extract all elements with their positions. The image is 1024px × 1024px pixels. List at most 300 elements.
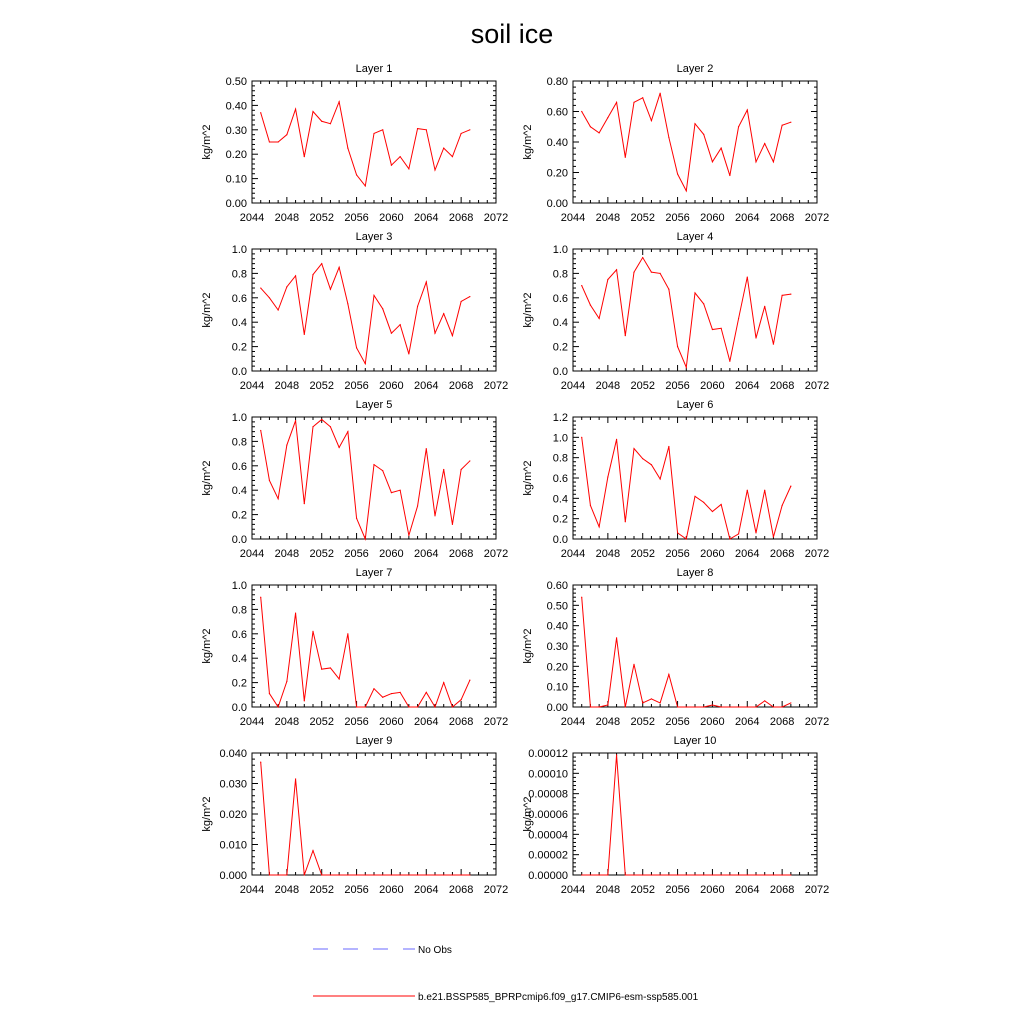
panel-5-data-point <box>391 492 392 493</box>
panel-6-data-point <box>790 486 791 487</box>
panel-1-data-point <box>295 108 296 109</box>
panel-8-ytick-label: 0.00 <box>546 702 568 714</box>
panel-9-data-point <box>417 874 418 875</box>
panel-8-xtick-label: 2072 <box>804 716 830 728</box>
panel-5-xtick-label: 2052 <box>309 548 334 560</box>
panel-3-ylabel: kg/m^2 <box>201 292 213 328</box>
panel-9-ytick-label: 0.040 <box>219 748 247 760</box>
panel-9-xtick-label: 2044 <box>239 884 265 896</box>
panel-7-data-point <box>295 612 296 613</box>
panel-7-xtick-label: 2044 <box>239 716 265 728</box>
panel-2-xtick-label: 2056 <box>665 212 690 224</box>
panel-5-xtick-label: 2072 <box>483 548 509 560</box>
panel-6-data-point <box>764 490 765 491</box>
panel-6-ytick-label: 0.4 <box>552 493 568 506</box>
panel-9-data-point <box>321 874 322 875</box>
panel-10-data-point <box>677 874 678 875</box>
panel-1-xtick-label: 2052 <box>309 212 334 224</box>
panel-8-data-point <box>633 664 634 665</box>
panel-8-xtick-label: 2068 <box>769 716 795 728</box>
panel-3-xtick-label: 2048 <box>274 380 300 392</box>
panel-7-ytick-label: 0.8 <box>231 604 247 617</box>
panel-8-title: Layer 8 <box>676 567 714 579</box>
panel-10-data-point <box>738 874 739 875</box>
panel-3-xtick-label: 2056 <box>344 380 369 392</box>
panel-9-data-point <box>382 874 383 875</box>
panel-6-data-point <box>651 464 652 465</box>
panel-8-data-point <box>625 706 626 707</box>
panel-4-data-point <box>686 367 687 368</box>
panel-4-data-point <box>607 279 608 280</box>
panel-8-data-point <box>790 702 791 703</box>
panel-5-xtick-label: 2044 <box>239 548 265 560</box>
panel-5-data-point <box>260 430 261 431</box>
panel-5-data-point <box>469 460 470 461</box>
panel-3-data-point <box>434 333 435 334</box>
panel-5-data-point <box>312 426 313 427</box>
panel-7-ytick-label: 0.0 <box>231 702 247 714</box>
panel-9-ylabel: kg/m^2 <box>201 796 213 832</box>
panel-1-xtick-label: 2064 <box>414 212 439 224</box>
panel-6-data-point <box>660 478 661 479</box>
panel-8-ytick-label: 0.50 <box>546 600 568 613</box>
panel-7-data-point <box>365 706 366 707</box>
panel-6-xtick-label: 2052 <box>630 548 655 560</box>
panel-4-data-point <box>738 318 739 319</box>
panel-3-ytick-label: 0.0 <box>231 366 247 378</box>
panel-4-data-point <box>773 344 774 345</box>
panel-7-data-point <box>391 693 392 694</box>
panel-7-xtick-label: 2056 <box>344 716 369 728</box>
panel-1-data-point <box>469 129 470 130</box>
panel-1-data-point <box>434 169 435 170</box>
legend-model-label: b.e21.BSSP585_BPRPcmip6.f09_g17.CMIP6-esm-ssp585.001 <box>418 992 699 1003</box>
panel-9-xtick-label: 2068 <box>448 884 474 896</box>
panel-8-data-point <box>642 702 643 703</box>
panel-7-xtick-label: 2068 <box>448 716 474 728</box>
panel-5-data-point <box>382 470 383 471</box>
panel-1-data-point <box>461 133 462 134</box>
panel-2-data-point <box>773 161 774 162</box>
panel-3-data-point <box>461 301 462 302</box>
panel-8-ytick-label: 0.40 <box>546 620 568 633</box>
panel-6-ytick-label: 1.0 <box>552 432 568 445</box>
panel-1-ylabel: kg/m^2 <box>201 124 213 160</box>
panel-9-data-point <box>260 762 261 763</box>
panel-9-xtick-label: 2048 <box>274 884 300 896</box>
panel-8-ytick-label: 0.30 <box>546 641 568 653</box>
panel-4-data-point <box>633 272 634 273</box>
panel-2-ylabel: kg/m^2 <box>522 124 534 160</box>
panel-1-ytick-label: 0.30 <box>225 124 247 137</box>
panel-7-xtick-label: 2060 <box>379 716 404 728</box>
panel-8-data-point <box>747 706 748 707</box>
panel-2-ytick-label: 0.40 <box>546 137 568 149</box>
panel-7-data-point <box>434 706 435 707</box>
panel-10-data-point <box>747 874 748 875</box>
panel-9-data-point <box>304 874 305 875</box>
panel-2-data-point <box>729 175 730 176</box>
panel-3-xtick-label: 2064 <box>414 380 439 392</box>
panel-9-data-point <box>400 874 401 875</box>
panel-3-data-point <box>260 287 261 288</box>
panel-8-data-point <box>677 706 678 707</box>
panel-10-data-point <box>712 874 713 875</box>
panel-6-ytick-label: 0.8 <box>552 452 568 465</box>
panel-8-data-point <box>686 706 687 707</box>
panel-4-xtick-label: 2044 <box>560 380 586 392</box>
panel-7-xtick-label: 2052 <box>309 716 334 728</box>
panel-2-ytick-label: 0.60 <box>546 106 568 119</box>
panel-9-data-point <box>330 874 331 875</box>
panel-4-data-point <box>668 289 669 290</box>
panel-9-ytick-label: 0.000 <box>219 870 247 882</box>
panel-4-data-point <box>712 329 713 330</box>
panel-5-ytick-label: 0.4 <box>231 485 247 498</box>
panel-7-ytick-label: 0.6 <box>231 628 247 641</box>
panel-10-ytick-label: 0.00002 <box>528 849 568 862</box>
panel-8-data-point <box>764 700 765 701</box>
panel-4-xtick-label: 2052 <box>630 380 655 392</box>
panel-2-data-point <box>633 102 634 103</box>
panel-8-xtick-label: 2044 <box>560 716 586 728</box>
panel-8-data-point <box>581 597 582 598</box>
panel-8-ytick-label: 0.20 <box>546 661 568 674</box>
panel-9-ytick-label: 0.020 <box>219 809 247 821</box>
panel-5-xtick-label: 2048 <box>274 548 300 560</box>
panel-7-xtick-label: 2048 <box>274 716 300 728</box>
panel-7-data-point <box>426 692 427 693</box>
panel-1-data-point <box>330 123 331 124</box>
panel-7-data-point <box>373 688 374 689</box>
panel-8-xtick-label: 2056 <box>665 716 690 728</box>
panel-9-xtick-label: 2056 <box>344 884 369 896</box>
panel-4-data-point <box>729 361 730 362</box>
panel-3-ytick-label: 0.8 <box>231 268 247 281</box>
panel-5-data-point <box>426 448 427 449</box>
panel-7-data-point <box>269 693 270 694</box>
panel-8-data-point <box>721 706 722 707</box>
panel-1-data-point <box>339 101 340 102</box>
panel-5-data-point <box>330 426 331 427</box>
panel-1-data-point <box>408 168 409 169</box>
panel-5-ytick-label: 1.0 <box>231 412 247 424</box>
panel-5-ytick-label: 0.0 <box>231 534 247 546</box>
panel-7-ylabel: kg/m^2 <box>201 628 213 664</box>
panel-2-data-point <box>677 173 678 174</box>
panel-10-ytick-label: 0.00012 <box>528 748 568 760</box>
panel-2-xtick-label: 2072 <box>804 212 830 224</box>
panel-5-data-point <box>461 469 462 470</box>
panel-8-xtick-label: 2064 <box>735 716 760 728</box>
panel-10-xtick-label: 2064 <box>735 884 760 896</box>
panel-6-data-point <box>599 526 600 527</box>
panel-4-ytick-label: 0.2 <box>552 341 568 354</box>
panel-10-data-point <box>651 874 652 875</box>
panel-6-data-point <box>668 446 669 447</box>
panel-4-data-point <box>764 306 765 307</box>
panel-5-data-point <box>443 469 444 470</box>
panel-10-data-point <box>581 874 582 875</box>
panel-5-xtick-label: 2056 <box>344 548 369 560</box>
panel-3-data-point <box>426 281 427 282</box>
panel-10-data-point <box>764 874 765 875</box>
panel-9-data-point <box>391 874 392 875</box>
panel-7-data-point <box>312 631 313 632</box>
panel-4-ytick-label: 0.0 <box>552 366 568 378</box>
panel-7-data-point <box>356 706 357 707</box>
panel-4-title: Layer 4 <box>676 231 714 243</box>
panel-9-data-point <box>469 874 470 875</box>
panel-4-xtick-label: 2072 <box>804 380 830 392</box>
panel-2-ytick-label: 0.20 <box>546 167 568 180</box>
panel-4-data-point <box>703 303 704 304</box>
panel-5-title: Layer 5 <box>355 399 393 411</box>
panel-1-data-point <box>286 134 287 135</box>
panel-8-data-point <box>616 637 617 638</box>
panel-9-data-point <box>286 874 287 875</box>
panel-3-data-point <box>365 363 366 364</box>
panel-2-data-point <box>782 125 783 126</box>
panel-10-data-point <box>590 874 591 875</box>
panel-9-data-point <box>426 874 427 875</box>
panel-6-data-point <box>694 496 695 497</box>
panel-4-ytick-label: 1.0 <box>552 244 568 256</box>
panel-6-xtick-label: 2068 <box>769 548 795 560</box>
panel-10-ytick-label: 0.00004 <box>528 829 568 842</box>
panel-9-data-point <box>339 874 340 875</box>
panel-8-data-point <box>694 706 695 707</box>
panel-2-data-point <box>599 132 600 133</box>
panel-2-ytick-label: 0.00 <box>546 198 568 210</box>
panel-3-xtick-label: 2068 <box>448 380 474 392</box>
panel-2-xtick-label: 2048 <box>595 212 621 224</box>
panel-3-ytick-label: 0.6 <box>231 292 247 305</box>
panel-8-xtick-label: 2052 <box>630 716 655 728</box>
panel-3-data-point <box>295 275 296 276</box>
panel-5-xtick-label: 2060 <box>379 548 404 560</box>
panel-5-xtick-label: 2064 <box>414 548 439 560</box>
panel-3-data-point <box>408 353 409 354</box>
panel-5-data-point <box>321 419 322 420</box>
panel-9-data-point <box>443 874 444 875</box>
panel-2-title: Layer 2 <box>676 63 714 75</box>
panel-5-data-point <box>339 447 340 448</box>
panel-1-data-point <box>312 111 313 112</box>
panel-3-xtick-label: 2072 <box>483 380 509 392</box>
panel-5-ytick-label: 0.6 <box>231 460 247 473</box>
panel-8-xtick-label: 2048 <box>595 716 621 728</box>
panel-6-data-point <box>590 505 591 506</box>
panel-10-data-point <box>686 874 687 875</box>
panel-4-data-point <box>660 273 661 274</box>
panel-5-data-point <box>269 480 270 481</box>
panel-7-ytick-label: 0.4 <box>231 653 247 666</box>
panel-6-data-point <box>677 532 678 533</box>
panel-3-data-point <box>269 297 270 298</box>
panel-7-data-point <box>278 706 279 707</box>
panel-10-data-point <box>616 754 617 755</box>
panel-1-xtick-label: 2044 <box>239 212 265 224</box>
panel-10-data-point <box>755 874 756 875</box>
panel-2-data-point <box>790 122 791 123</box>
panel-5-data-point <box>400 490 401 491</box>
panel-8-data-point <box>729 706 730 707</box>
panel-2-data-point <box>747 109 748 110</box>
panel-10-data-point <box>599 874 600 875</box>
panel-2-data-point <box>660 93 661 94</box>
panel-4-xtick-label: 2048 <box>595 380 621 392</box>
panel-6-ytick-label: 0.0 <box>552 534 568 546</box>
panel-7-ytick-label: 0.2 <box>231 677 247 690</box>
panel-2-data-point <box>703 134 704 135</box>
panel-10-xtick-label: 2060 <box>700 884 725 896</box>
panel-9-data-point <box>452 874 453 875</box>
panel-6-xtick-label: 2060 <box>700 548 725 560</box>
panel-6-ytick-label: 1.2 <box>552 412 568 424</box>
panel-4-xtick-label: 2068 <box>769 380 795 392</box>
panel-9-data-point <box>434 874 435 875</box>
panel-3-ytick-label: 1.0 <box>231 244 247 256</box>
panel-3-data-point <box>452 335 453 336</box>
panel-4-data-point <box>721 328 722 329</box>
panel-10-data-point <box>703 874 704 875</box>
panel-8-ylabel: kg/m^2 <box>522 628 534 664</box>
panel-2-data-point <box>721 148 722 149</box>
panel-7-data-point <box>382 697 383 698</box>
panel-5-data-point <box>286 444 287 445</box>
panel-7-data-point <box>443 682 444 683</box>
panel-8-data-point <box>782 706 783 707</box>
panel-10-data-point <box>729 874 730 875</box>
panel-6-data-point <box>642 458 643 459</box>
panel-6-data-point <box>729 538 730 539</box>
panel-1-data-point <box>400 156 401 157</box>
panel-9-xtick-label: 2072 <box>483 884 509 896</box>
panel-6-data-point <box>747 490 748 491</box>
panel-5-data-point <box>356 518 357 519</box>
panel-9-xtick-label: 2064 <box>414 884 439 896</box>
panel-1-title: Layer 1 <box>355 63 393 75</box>
panel-10-ytick-label: 0.00000 <box>528 870 568 882</box>
panel-1-data-point <box>426 129 427 130</box>
panel-2-data-point <box>625 157 626 158</box>
panel-5-data-point <box>417 505 418 506</box>
panel-6-data-point <box>773 536 774 537</box>
panel-2-data-point <box>686 190 687 191</box>
panel-2-data-point <box>668 137 669 138</box>
panel-1-xtick-label: 2056 <box>344 212 369 224</box>
panel-6-data-point <box>616 439 617 440</box>
panel-4-xtick-label: 2056 <box>665 380 690 392</box>
panel-10-xtick-label: 2072 <box>804 884 830 896</box>
panel-7-xtick-label: 2072 <box>483 716 509 728</box>
panel-10-xtick-label: 2056 <box>665 884 690 896</box>
panel-1-data-point <box>347 148 348 149</box>
panel-1-ytick-label: 0.20 <box>225 149 247 162</box>
panel-7-data-point <box>452 706 453 707</box>
panel-7-data-point <box>461 699 462 700</box>
panel-2-xtick-label: 2068 <box>769 212 795 224</box>
panel-2-xtick-label: 2044 <box>560 212 586 224</box>
panel-2-xtick-label: 2052 <box>630 212 655 224</box>
panel-6-xtick-label: 2056 <box>665 548 690 560</box>
panel-4-data-point <box>747 276 748 277</box>
panel-9-data-point <box>373 874 374 875</box>
panel-6-xtick-label: 2064 <box>735 548 760 560</box>
panel-7-data-point <box>260 597 261 598</box>
panel-3-ytick-label: 0.4 <box>231 317 247 330</box>
panel-6-data-point <box>712 511 713 512</box>
panel-7-data-point <box>408 706 409 707</box>
panel-1-data-point <box>365 185 366 186</box>
panel-1-data-point <box>278 141 279 142</box>
panel-6-data-point <box>755 532 756 533</box>
panel-9-data-point <box>461 874 462 875</box>
panel-4-data-point <box>694 292 695 293</box>
panel-3-data-point <box>400 324 401 325</box>
panel-9-xtick-label: 2052 <box>309 884 334 896</box>
panel-3-data-point <box>321 263 322 264</box>
panel-10-data-point <box>625 874 626 875</box>
panel-5-data-point <box>304 503 305 504</box>
panel-1-ytick-label: 0.10 <box>225 173 247 186</box>
panel-3-data-point <box>278 309 279 310</box>
panel-9-data-point <box>356 874 357 875</box>
panel-6-data-point <box>721 504 722 505</box>
panel-6-ytick-label: 0.2 <box>552 513 568 526</box>
panel-1-data-point <box>260 112 261 113</box>
panel-3-xtick-label: 2060 <box>379 380 404 392</box>
panel-3-data-point <box>417 306 418 307</box>
panel-1-xtick-label: 2072 <box>483 212 509 224</box>
panel-4-ytick-label: 0.4 <box>552 317 568 330</box>
panel-6-data-point <box>633 448 634 449</box>
panel-8-data-point <box>703 706 704 707</box>
panel-6-data-point <box>607 476 608 477</box>
panel-3-data-point <box>443 313 444 314</box>
panel-8-data-point <box>712 704 713 705</box>
panel-1-data-point <box>382 129 383 130</box>
panel-3-data-point <box>286 286 287 287</box>
panel-3-data-point <box>356 347 357 348</box>
panel-5-data-point <box>408 535 409 536</box>
panel-1-xtick-label: 2048 <box>274 212 300 224</box>
panel-1-data-point <box>321 121 322 122</box>
panel-10-data-point <box>721 874 722 875</box>
panel-2-data-point <box>642 97 643 98</box>
panel-9-data-point <box>347 874 348 875</box>
panel-4-data-point <box>625 335 626 336</box>
panel-10-data-point <box>790 874 791 875</box>
panel-4-data-point <box>642 257 643 258</box>
panel-3-ytick-label: 0.2 <box>231 341 247 354</box>
panel-6-ytick-label: 0.6 <box>552 473 568 485</box>
panel-9-ytick-label: 0.010 <box>219 839 247 852</box>
panel-6-xtick-label: 2048 <box>595 548 621 560</box>
panel-2-data-point <box>590 126 591 127</box>
panel-6-xtick-label: 2044 <box>560 548 586 560</box>
panel-3-xtick-label: 2052 <box>309 380 334 392</box>
panel-4-xtick-label: 2064 <box>735 380 760 392</box>
panel-10-data-point <box>773 874 774 875</box>
panel-1-data-point <box>452 156 453 157</box>
panel-5-ytick-label: 0.8 <box>231 436 247 449</box>
panel-5-xtick-label: 2068 <box>448 548 474 560</box>
panel-1-data-point <box>391 165 392 166</box>
panel-5-data-point <box>373 464 374 465</box>
panel-7-data-point <box>400 692 401 693</box>
